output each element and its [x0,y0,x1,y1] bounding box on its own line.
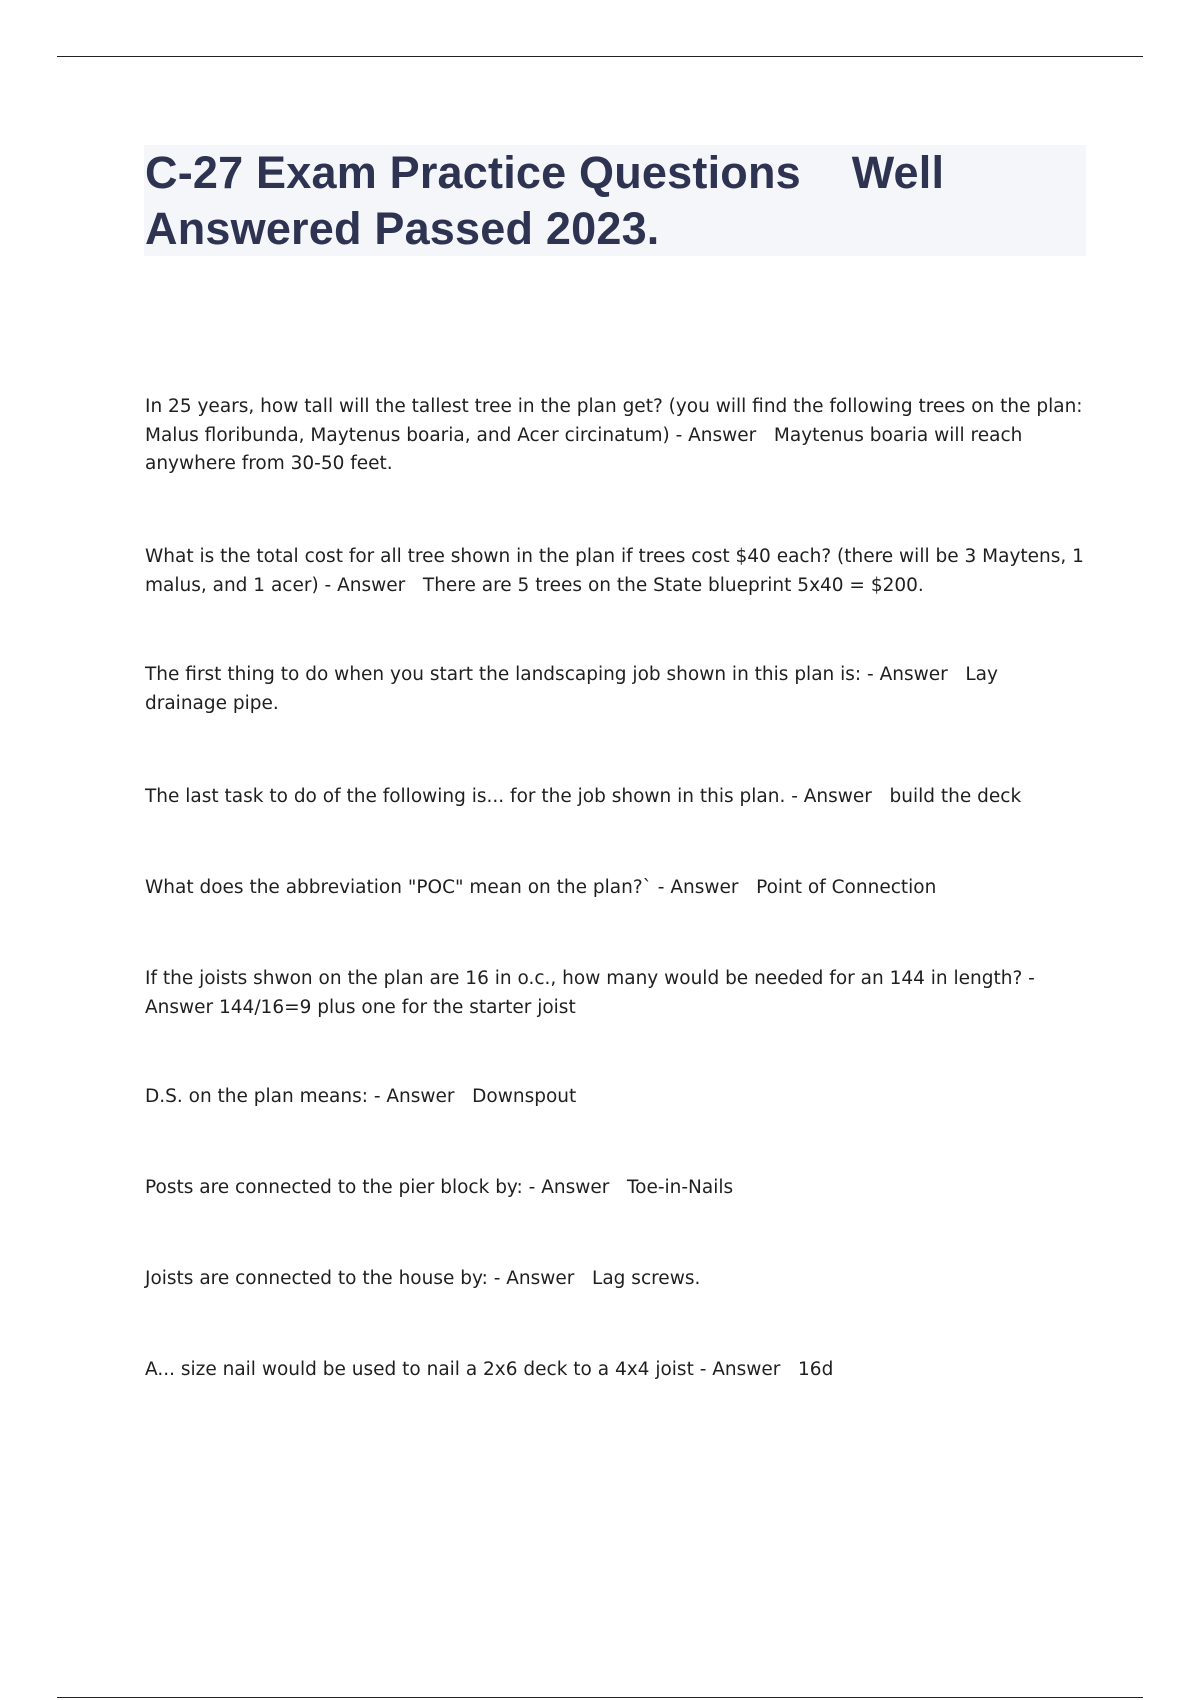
title-line-2: Answered Passed 2023. [145,203,660,254]
title-line-1: C-27 Exam Practice Questions Well [145,147,945,198]
qa-item-10: A... size nail would be used to nail a 2x6 deck to a 4x4 joist - Answer 16d [145,1359,834,1380]
bottom-divider [57,1697,1143,1698]
top-divider [57,56,1143,57]
qa-item-5: What does the abbreviation "POC" mean on the plan?` - Answer Point of Connection [145,877,937,898]
qa-item-2: What is the total cost for all tree shown in the plan if trees cost $40 each? (there will be 3 Maytens, 1 malus, and 1 acer) - Answer There are 5 trees on the State blueprint 5x40 = $200. [145,546,1090,596]
qa-item-8: Posts are connected to the pier block by: - Answer Toe-in-Nails [145,1177,734,1198]
title-block [144,145,1086,256]
document-title [145,145,1086,257]
qa-item-9: Joists are connected to the house by: - Answer Lag screws. [145,1268,701,1289]
qa-item-3: The first thing to do when you start the landscaping job shown in this plan is: - Answer Lay drainage pipe. [145,664,1004,714]
qa-item-1: In 25 years, how tall will the tallest tree in the plan get? (you will find the following trees on the plan: Malus floribunda, Maytenus boaria, and Acer circinatum) - Answer Maytenus boaria will reach anywhere from 30-50 feet. [145,396,1089,474]
qa-item-6: If the joists shwon on the plan are 16 in o.c., how many would be needed for an 144 in length? - Answer 144/16=9 plus one for the starter joist [145,968,1041,1018]
qa-item-7: D.S. on the plan means: - Answer Downspout [145,1086,577,1107]
qa-item-4: The last task to do of the following is... for the job shown in this plan. - Answer build the deck [145,786,1022,807]
